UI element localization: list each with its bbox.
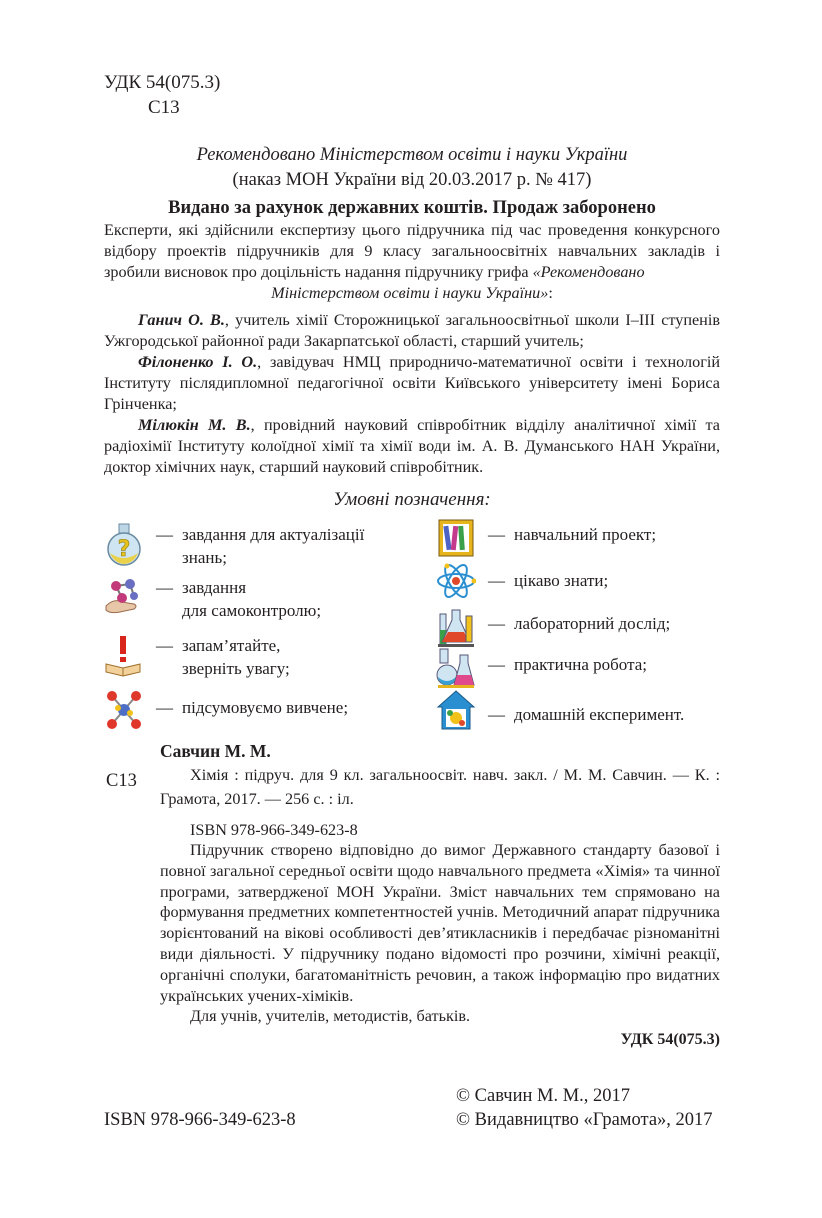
udk-footer: УДК 54(075.3) [620, 1031, 720, 1048]
legend-text: домашній експеримент. [514, 705, 685, 724]
funded-notice: Видано за рахунок державних коштів. Продаж заборонено [168, 198, 656, 218]
recommendation [104, 143, 720, 193]
reviewer [104, 415, 720, 478]
order-line: (наказ МОН України від 20.03.2017 р. № 417) [232, 170, 592, 190]
legend-text [182, 576, 321, 622]
legend-text: лабораторний дослід; [514, 614, 671, 633]
bibliographic-title: Хімія : підруч. для 9 кл. загальноосвіт. навч. закл. / М. М. Савчин. — К. : Грамота, 2017. — 256 с. : іл. [160, 766, 720, 808]
reviewer-name: Мілюкін М. В. [138, 416, 251, 434]
legend-dash: — [488, 614, 505, 633]
molecule-hand-icon [104, 576, 144, 620]
legend-dash: — [156, 578, 173, 597]
author-sign: С13 [148, 97, 180, 118]
legend-dash: — [488, 525, 505, 544]
copyright-block [456, 1084, 713, 1132]
legend-text-line1: завдання для актуалізації [182, 525, 365, 544]
legend-text: навчальний проект; [514, 525, 657, 544]
legend-text-line1: завдання [182, 578, 247, 597]
experts-tail: : [548, 284, 553, 302]
reviewer-name: Ганич О. В. [138, 311, 225, 329]
legend-dash: — [488, 705, 505, 724]
experts-text: Експерти, які здійснили експертизу цього підручника під час проведення конкурсного відбору проектів підручників для 9 класу загальноосвітніх навчальних закладів і зробили висновок про доцільність надання підручнику грифа [104, 221, 720, 281]
legend-dash: — [488, 571, 505, 590]
legend-text: практична робота; [514, 655, 647, 674]
atoms-cluster-icon [104, 688, 144, 732]
experts-intro [104, 220, 720, 304]
legend-dash: — [156, 698, 173, 717]
annotation [160, 840, 720, 1027]
legend-text-line2: зверніть увагу; [182, 659, 290, 678]
reviewer-desc: , завідувач НМЦ природничо-математичної освіти і технологій Інституту післядипломної педагогічної освіти Київського університету імені Бориса Грінченка; [104, 353, 720, 413]
atom-icon [436, 559, 476, 603]
reviewer [104, 310, 720, 352]
legend-dash: — [488, 655, 505, 674]
recommendation-line: Рекомендовано Міністерством освіти і науки України [196, 145, 628, 165]
legend-text-line2: знань; [182, 548, 227, 567]
svg-text:?: ? [117, 537, 131, 562]
home-experiment-icon [436, 689, 476, 733]
lab-glassware-icon [436, 604, 476, 648]
legend-dash: — [156, 636, 173, 655]
udk-header [104, 70, 220, 120]
bibliographic-description [160, 763, 720, 811]
exclamation-book-icon [104, 634, 144, 678]
isbn-footer: ISBN 978-966-349-623-8 [104, 1110, 296, 1130]
flasks-practical-icon [436, 645, 476, 689]
isbn: ISBN 978-966-349-623-8 [190, 821, 358, 839]
copyright-author: © Савчин М. М., 2017 [456, 1086, 631, 1106]
project-board-icon [436, 517, 476, 561]
reviewers-list [104, 310, 720, 478]
legend-text [182, 523, 364, 569]
reviewer-desc: , учитель хімії Сторожницької загальноосвітньої школи І–ІІІ ступенів Ужгородської районної ради Закарпатської області, старший учитель; [104, 311, 720, 350]
copyright-publisher: © Видавництво «Грамота», 2017 [456, 1110, 713, 1130]
author-name: Савчин М. М. [160, 741, 271, 761]
legend-text-line1: запам’ятайте, [182, 636, 281, 655]
legend-text: підсумовуємо вивчене; [182, 698, 349, 717]
experts-quote-2: Міністерством освіти і науки України» [271, 284, 549, 302]
legend-text [182, 634, 290, 680]
legend-dash: — [156, 525, 173, 544]
annotation-paragraph: Підручник створено відповідно до вимог Державного стандарту базової і повної загальної середньої освіти щодо навчального предмета «Хімія» та чинної програми, затвердженої МОН України. Зміст навчальних тем спрямовано на формування предметних компетентностей учнів. Методичний апарат підручника зорієнтований на вікові особливості дев’ятикласників і передбачає різноманітні види діяльності. У підручнику подано відомості про розчини, хімічні реакції, органічні сполуки, багатоманітність речовин, а також інформацію про видатних українських учених-хіміків. [160, 841, 720, 1005]
author-code: С13 [106, 771, 137, 791]
reviewer-name: Філоненко І. О. [138, 353, 258, 371]
experts-quote-1: «Рекомендовано [532, 263, 645, 281]
udk-code: УДК 54(075.3) [104, 72, 221, 93]
legend-text-line2: для самоконтролю; [182, 601, 322, 620]
audience-line: Для учнів, учителів, методистів, батьків. [190, 1007, 471, 1026]
legend-text: цікаво знати; [514, 571, 609, 590]
legend-title: Умовні позначення: [333, 489, 491, 510]
question-flask-icon [104, 523, 144, 567]
reviewer-desc: , провідний науковий співробітник відділу аналітичної хімії та радіохімії Інституту колоїдної хімії та хімії води ім. А. В. Думанського НАН України, доктор хімічних наук, старший науковий співробітник. [104, 416, 720, 476]
reviewer [104, 352, 720, 415]
